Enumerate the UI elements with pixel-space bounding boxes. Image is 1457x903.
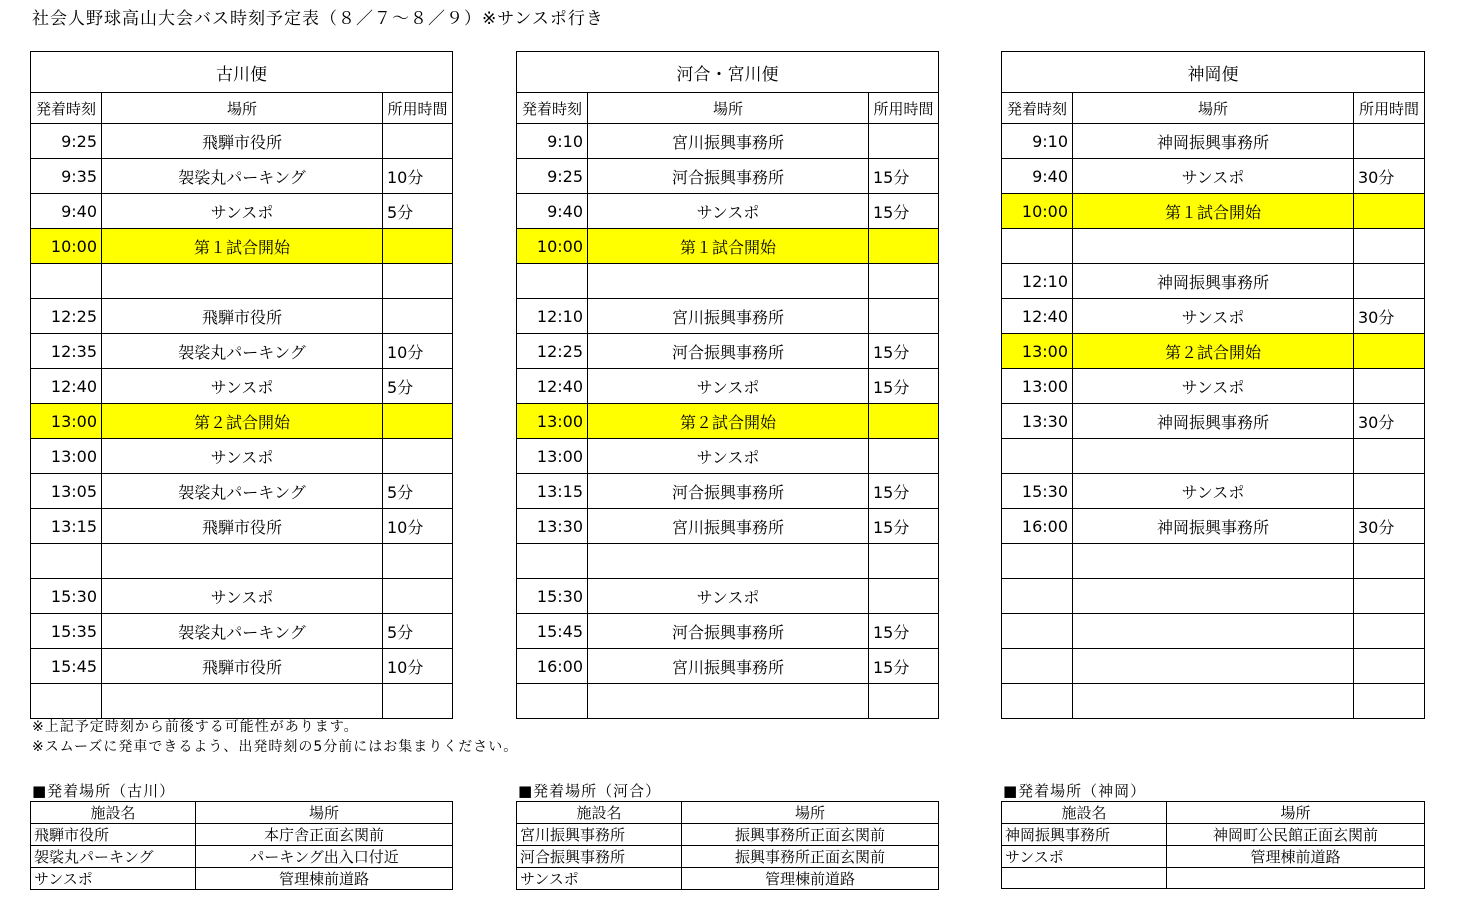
route-name: 古川便 <box>31 52 453 93</box>
departure-time: 9:10 <box>517 124 588 159</box>
facility-name: 河合振興事務所 <box>517 846 682 868</box>
schedule-row <box>1002 614 1425 649</box>
schedule-row <box>1002 159 1425 194</box>
departure-time <box>31 264 102 299</box>
schedule-row <box>517 264 939 299</box>
stop-place: サンスポ <box>588 579 869 614</box>
schedule-row <box>31 684 453 719</box>
stop-place <box>1073 579 1354 614</box>
departure-time <box>1002 649 1073 684</box>
schedule-row <box>31 159 453 194</box>
stop-place: サンスポ <box>588 369 869 404</box>
location-row <box>517 868 939 890</box>
stop-place: サンスポ <box>1073 474 1354 509</box>
stop-place <box>1073 544 1354 579</box>
column-header-place: 場所 <box>196 802 453 824</box>
stop-place: サンスポ <box>588 194 869 229</box>
travel-duration <box>1354 579 1425 614</box>
travel-duration <box>1354 124 1425 159</box>
travel-duration: 10分 <box>383 509 453 544</box>
boarding-place: 管理棟前道路 <box>196 868 453 890</box>
departure-time: 12:40 <box>1002 299 1073 334</box>
travel-duration <box>383 684 453 719</box>
game-start-row <box>1002 194 1425 229</box>
travel-duration: 30分 <box>1354 159 1425 194</box>
column-header-duration: 所用時間 <box>1354 93 1425 124</box>
schedule-row <box>517 194 939 229</box>
stop-place <box>1073 649 1354 684</box>
departure-time <box>1002 684 1073 719</box>
schedule-row <box>31 194 453 229</box>
location-row <box>31 824 453 846</box>
schedule-row <box>517 509 939 544</box>
stop-place: 宮川振興事務所 <box>588 509 869 544</box>
schedule-row <box>1002 474 1425 509</box>
travel-duration <box>1354 649 1425 684</box>
location-title-kawai: ■発着場所（河合） <box>518 782 662 800</box>
stop-place: 第２試合開始 <box>1073 334 1354 369</box>
schedule-row <box>1002 404 1425 439</box>
travel-duration: 5分 <box>383 194 453 229</box>
travel-duration: 5分 <box>383 474 453 509</box>
column-header-row <box>31 93 453 124</box>
departure-time: 12:10 <box>517 299 588 334</box>
schedule-row <box>517 159 939 194</box>
column-header-facility: 施設名 <box>1002 802 1167 824</box>
schedule-row <box>31 509 453 544</box>
stop-place: 神岡振興事務所 <box>1073 264 1354 299</box>
stop-place <box>588 544 869 579</box>
game-start-row <box>31 404 453 439</box>
departure-time: 15:30 <box>31 579 102 614</box>
departure-time: 12:40 <box>517 369 588 404</box>
boarding-place: 神岡町公民館正面玄関前 <box>1167 824 1425 846</box>
game-start-row <box>31 229 453 264</box>
stop-place: 飛騨市役所 <box>102 124 383 159</box>
travel-duration <box>383 439 453 474</box>
stop-place <box>1073 439 1354 474</box>
travel-duration <box>383 544 453 579</box>
page-title: 社会人野球高山大会バス時刻予定表（８／７～８／９）※サンスポ行き <box>32 9 604 29</box>
travel-duration: 15分 <box>869 614 939 649</box>
schedule-row <box>517 334 939 369</box>
location-row <box>31 846 453 868</box>
stop-place: 河合振興事務所 <box>588 614 869 649</box>
departure-time: 9:40 <box>1002 159 1073 194</box>
departure-time: 16:00 <box>517 649 588 684</box>
departure-time: 9:40 <box>31 194 102 229</box>
departure-time: 15:45 <box>31 649 102 684</box>
travel-duration: 15分 <box>869 194 939 229</box>
column-header-row <box>517 93 939 124</box>
stop-place: 河合振興事務所 <box>588 474 869 509</box>
travel-duration <box>1354 334 1425 369</box>
stop-place: サンスポ <box>102 194 383 229</box>
departure-time <box>1002 439 1073 474</box>
location-table-kawai <box>516 801 939 890</box>
schedule-table-kawai-miyagawa <box>516 51 939 719</box>
stop-place <box>588 264 869 299</box>
stop-place: 第１試合開始 <box>102 229 383 264</box>
note-line: ※スムーズに発車できるよう、出発時刻の5分前にはお集まりください。 <box>32 739 519 755</box>
travel-duration <box>1354 544 1425 579</box>
facility-name <box>1002 868 1167 889</box>
facility-name: 飛騨市役所 <box>31 824 196 846</box>
stop-place: 第２試合開始 <box>102 404 383 439</box>
departure-time: 13:00 <box>31 439 102 474</box>
route-name: 河合・宮川便 <box>517 52 939 93</box>
travel-duration <box>1354 439 1425 474</box>
facility-name: サンスポ <box>517 868 682 890</box>
location-title-kamioka: ■発着場所（神岡） <box>1003 782 1147 800</box>
travel-duration: 15分 <box>869 509 939 544</box>
route-header-row <box>31 52 453 93</box>
location-title-furukawa: ■発着場所（古川） <box>32 782 176 800</box>
schedule-row <box>1002 264 1425 299</box>
boarding-place: 管理棟前道路 <box>682 868 939 890</box>
facility-name: サンスポ <box>31 868 196 890</box>
departure-time <box>517 684 588 719</box>
travel-duration <box>1354 229 1425 264</box>
travel-duration <box>383 264 453 299</box>
departure-time <box>517 264 588 299</box>
departure-time: 13:05 <box>31 474 102 509</box>
column-header-place: 場所 <box>1167 802 1425 824</box>
travel-duration: 30分 <box>1354 404 1425 439</box>
stop-place <box>102 264 383 299</box>
schedule-row <box>31 439 453 474</box>
column-header-duration: 所用時間 <box>383 93 453 124</box>
schedule-row <box>517 124 939 159</box>
departure-time: 16:00 <box>1002 509 1073 544</box>
stop-place: 袈裟丸パーキング <box>102 614 383 649</box>
schedule-row <box>31 264 453 299</box>
travel-duration <box>383 404 453 439</box>
travel-duration: 30分 <box>1354 299 1425 334</box>
stop-place: 神岡振興事務所 <box>1073 124 1354 159</box>
column-header-time: 発着時刻 <box>517 93 588 124</box>
schedule-row <box>31 544 453 579</box>
departure-time: 12:35 <box>31 334 102 369</box>
departure-time: 12:25 <box>31 299 102 334</box>
travel-duration <box>383 579 453 614</box>
travel-duration <box>869 299 939 334</box>
stop-place: サンスポ <box>588 439 869 474</box>
stop-place: 宮川振興事務所 <box>588 124 869 159</box>
column-header-facility: 施設名 <box>517 802 682 824</box>
departure-time: 9:25 <box>517 159 588 194</box>
departure-time: 15:45 <box>517 614 588 649</box>
travel-duration <box>869 579 939 614</box>
stop-place: 河合振興事務所 <box>588 159 869 194</box>
schedule-row <box>1002 229 1425 264</box>
location-row <box>1002 824 1425 846</box>
boarding-place <box>1167 868 1425 889</box>
schedule-row <box>31 614 453 649</box>
travel-duration: 15分 <box>869 159 939 194</box>
column-header-duration: 所用時間 <box>869 93 939 124</box>
schedule-row <box>1002 649 1425 684</box>
schedule-table-kamioka <box>1001 51 1425 719</box>
route-header-row <box>1002 52 1425 93</box>
departure-time: 13:30 <box>1002 404 1073 439</box>
schedule-row <box>31 369 453 404</box>
departure-time <box>1002 229 1073 264</box>
travel-duration <box>1354 369 1425 404</box>
stop-place <box>1073 614 1354 649</box>
departure-time: 9:10 <box>1002 124 1073 159</box>
travel-duration <box>869 439 939 474</box>
departure-time <box>31 544 102 579</box>
column-header-place: 場所 <box>588 93 869 124</box>
location-table-furukawa <box>30 801 453 890</box>
travel-duration <box>869 264 939 299</box>
stop-place: 宮川振興事務所 <box>588 299 869 334</box>
location-header-row <box>31 802 453 824</box>
schedule-row <box>1002 124 1425 159</box>
travel-duration <box>1354 474 1425 509</box>
schedule-row <box>31 299 453 334</box>
travel-duration <box>1354 614 1425 649</box>
column-header-facility: 施設名 <box>31 802 196 824</box>
stop-place: サンスポ <box>1073 299 1354 334</box>
travel-duration: 15分 <box>869 474 939 509</box>
stop-place: サンスポ <box>102 439 383 474</box>
column-header-row <box>1002 93 1425 124</box>
schedule-row <box>31 649 453 684</box>
schedule-row <box>517 614 939 649</box>
stop-place <box>1073 684 1354 719</box>
location-row <box>517 824 939 846</box>
travel-duration: 10分 <box>383 334 453 369</box>
departure-time: 12:25 <box>517 334 588 369</box>
column-header-time: 発着時刻 <box>1002 93 1073 124</box>
schedule-row <box>1002 579 1425 614</box>
schedule-row <box>31 124 453 159</box>
travel-duration: 5分 <box>383 614 453 649</box>
schedule-row <box>517 439 939 474</box>
schedule-row <box>517 544 939 579</box>
schedule-row <box>31 474 453 509</box>
stop-place: サンスポ <box>1073 159 1354 194</box>
facility-name: サンスポ <box>1002 846 1167 868</box>
schedule-row <box>31 334 453 369</box>
departure-time: 15:30 <box>517 579 588 614</box>
stop-place: 袈裟丸パーキング <box>102 334 383 369</box>
boarding-place: 振興事務所正面玄関前 <box>682 846 939 868</box>
facility-name: 袈裟丸パーキング <box>31 846 196 868</box>
stop-place: サンスポ <box>102 369 383 404</box>
schedule-table-furukawa <box>30 51 453 719</box>
game-start-row <box>517 404 939 439</box>
schedule-row <box>1002 544 1425 579</box>
game-start-row <box>517 229 939 264</box>
departure-time: 13:15 <box>31 509 102 544</box>
schedule-row <box>517 299 939 334</box>
stop-place: サンスポ <box>102 579 383 614</box>
stop-place <box>1073 229 1354 264</box>
column-header-time: 発着時刻 <box>31 93 102 124</box>
travel-duration: 10分 <box>383 649 453 684</box>
travel-duration <box>1354 684 1425 719</box>
column-header-place: 場所 <box>1073 93 1354 124</box>
stop-place: 飛騨市役所 <box>102 299 383 334</box>
schedule-row <box>31 579 453 614</box>
travel-duration <box>383 299 453 334</box>
travel-duration: 15分 <box>869 334 939 369</box>
travel-duration: 15分 <box>869 369 939 404</box>
schedule-row <box>517 369 939 404</box>
boarding-place: 管理棟前道路 <box>1167 846 1425 868</box>
column-header-place: 場所 <box>682 802 939 824</box>
travel-duration <box>869 404 939 439</box>
facility-name: 宮川振興事務所 <box>517 824 682 846</box>
route-header-row <box>517 52 939 93</box>
travel-duration: 10分 <box>383 159 453 194</box>
departure-time: 13:00 <box>1002 369 1073 404</box>
departure-time: 13:00 <box>517 439 588 474</box>
stop-place: 第２試合開始 <box>588 404 869 439</box>
schedule-row <box>517 579 939 614</box>
location-row <box>1002 846 1425 868</box>
travel-duration <box>1354 264 1425 299</box>
location-header-row <box>517 802 939 824</box>
column-header-place: 場所 <box>102 93 383 124</box>
stop-place: 河合振興事務所 <box>588 334 869 369</box>
departure-time <box>31 684 102 719</box>
travel-duration <box>869 124 939 159</box>
departure-time: 10:00 <box>1002 194 1073 229</box>
departure-time: 13:15 <box>517 474 588 509</box>
boarding-place: 本庁舎正面玄関前 <box>196 824 453 846</box>
departure-time: 9:25 <box>31 124 102 159</box>
schedule-row <box>1002 509 1425 544</box>
location-table-kamioka <box>1001 801 1425 889</box>
departure-time <box>517 544 588 579</box>
game-start-row <box>1002 334 1425 369</box>
location-row <box>1002 868 1425 889</box>
departure-time <box>1002 579 1073 614</box>
schedule-row <box>517 684 939 719</box>
departure-time: 13:00 <box>1002 334 1073 369</box>
schedule-row <box>517 649 939 684</box>
route-name: 神岡便 <box>1002 52 1425 93</box>
departure-time: 10:00 <box>31 229 102 264</box>
travel-duration <box>869 544 939 579</box>
location-row <box>517 846 939 868</box>
schedule-row <box>517 474 939 509</box>
departure-time: 9:40 <box>517 194 588 229</box>
boarding-place: パーキング出入口付近 <box>196 846 453 868</box>
departure-time <box>1002 614 1073 649</box>
notes <box>32 717 518 757</box>
stop-place: 飛騨市役所 <box>102 509 383 544</box>
location-row <box>31 868 453 890</box>
boarding-place: 振興事務所正面玄関前 <box>682 824 939 846</box>
stop-place: 神岡振興事務所 <box>1073 509 1354 544</box>
travel-duration: 5分 <box>383 369 453 404</box>
stop-place <box>102 544 383 579</box>
departure-time: 12:40 <box>31 369 102 404</box>
travel-duration <box>383 229 453 264</box>
departure-time: 13:00 <box>31 404 102 439</box>
stop-place: 第１試合開始 <box>1073 194 1354 229</box>
stop-place: 袈裟丸パーキング <box>102 159 383 194</box>
schedule-row <box>1002 439 1425 474</box>
travel-duration: 15分 <box>869 649 939 684</box>
stop-place: 袈裟丸パーキング <box>102 474 383 509</box>
location-header-row <box>1002 802 1425 824</box>
departure-time: 15:30 <box>1002 474 1073 509</box>
facility-name: 神岡振興事務所 <box>1002 824 1167 846</box>
travel-duration <box>869 229 939 264</box>
departure-time: 9:35 <box>31 159 102 194</box>
stop-place: 飛騨市役所 <box>102 649 383 684</box>
schedule-row <box>1002 299 1425 334</box>
travel-duration <box>383 124 453 159</box>
stop-place <box>588 684 869 719</box>
departure-time: 12:10 <box>1002 264 1073 299</box>
schedule-row <box>1002 684 1425 719</box>
schedule-row <box>1002 369 1425 404</box>
stop-place: 第１試合開始 <box>588 229 869 264</box>
travel-duration: 30分 <box>1354 509 1425 544</box>
note-line: ※上記予定時刻から前後する可能性があります。 <box>32 719 359 735</box>
stop-place: 宮川振興事務所 <box>588 649 869 684</box>
departure-time: 13:30 <box>517 509 588 544</box>
stop-place: サンスポ <box>1073 369 1354 404</box>
stop-place: 神岡振興事務所 <box>1073 404 1354 439</box>
travel-duration <box>869 684 939 719</box>
stop-place <box>102 684 383 719</box>
departure-time: 13:00 <box>517 404 588 439</box>
departure-time: 10:00 <box>517 229 588 264</box>
departure-time: 15:35 <box>31 614 102 649</box>
departure-time <box>1002 544 1073 579</box>
travel-duration <box>1354 194 1425 229</box>
